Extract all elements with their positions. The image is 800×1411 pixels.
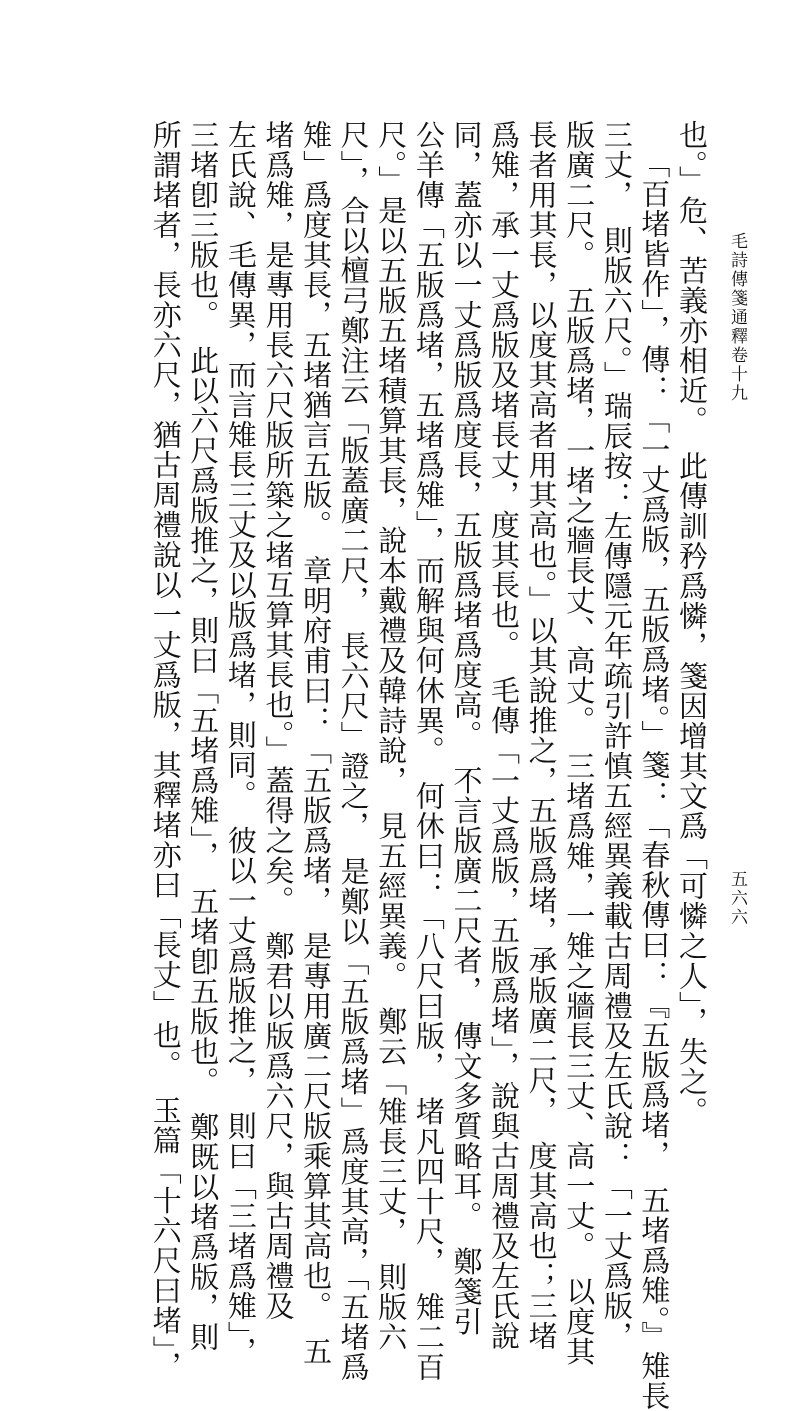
text-column: 公羊傳「五版爲堵，五堵爲雉」，而解與何休異。 何休曰：「八尺曰版， 堵凡四十尺， 雉二百 <box>411 120 446 1382</box>
text-column: 「百堵皆作」，傳：「一丈爲版，五版爲堵。」箋：「春秋傳曰：『五版爲堵， 五堵爲雉。』雉長 <box>637 149 672 1411</box>
text-column: 三堵卽三版也。 此以六尺爲版推之，則曰「五堵爲雉」， 五堵卽五版也。 鄭既以堵爲版，則 <box>186 120 221 1352</box>
text-column: 左氏說、毛傳異，而言雉長三丈及以版爲堵，則同。 彼以一丈爲版推之， 則曰「三堵爲雉」， <box>223 120 258 1367</box>
text-column: 堵爲雉，是專用長六尺版所築之堵互算其長也。」蓋得之矣。 鄭君以版爲六尺，與古周禮及 <box>261 120 296 1321</box>
text-column: 爲雉，承一丈爲版及堵長丈，度其長也。 毛傳「一丈爲版，五版爲堵」，說與古周禮及左氏說 <box>487 120 522 1351</box>
text-column: 長者用其長，以度其高者用其高也。」以其說推之，五版爲堵，承版廣二尺， 度其高也；三堵 <box>524 120 559 1351</box>
text-column: 同，蓋亦以一丈爲版爲度長，五版爲堵爲度高。 不言版廣二尺者， 傳文多質略耳。 鄭箋引 <box>449 120 484 1337</box>
text-column: 所謂堵者，長亦六尺，猶古周禮說以一丈爲版，其釋堵亦曰「長丈」也。 玉篇「十六尺曰堵」， <box>148 120 183 1381</box>
text-column: 也。」危、苦義亦相近。 此傳訓矜爲憐，箋因增其文爲「可憐之人」，失之。 <box>675 120 709 1127</box>
running-title: 毛詩傳箋通釋卷十九 <box>727 232 747 403</box>
text-column: 尺」，合以檀弓鄭注云「版蓋廣二尺， 長六尺」證之， 是鄭以「五版爲堵」爲度其高，「五堵爲 <box>336 120 371 1382</box>
text-column: 三丈， 則版六尺。」瑞辰按：左傳隱元年疏引許慎五經異義載古周禮及左氏說：「一丈爲版， <box>599 120 634 1351</box>
text-column: 雉」爲度其長，五堵猶言五版。 章明府甫曰：「五版爲堵， 是專用廣二尺版乘算其高也。 五 <box>299 120 334 1367</box>
page-number: 五六六 <box>727 870 747 927</box>
text-column: 版廣二尺。 五版爲堵，一堵之牆長丈、高丈。 三堵爲雉，一雉之牆長三丈、高一丈。 以度其 <box>562 120 597 1367</box>
text-column: 尺。」是以五版五堵積算其長，說本戴禮及韓詩說， 見五經異義。 鄭云「雉長三丈， 則版六 <box>374 120 409 1352</box>
vertical-body-text <box>100 120 710 1411</box>
